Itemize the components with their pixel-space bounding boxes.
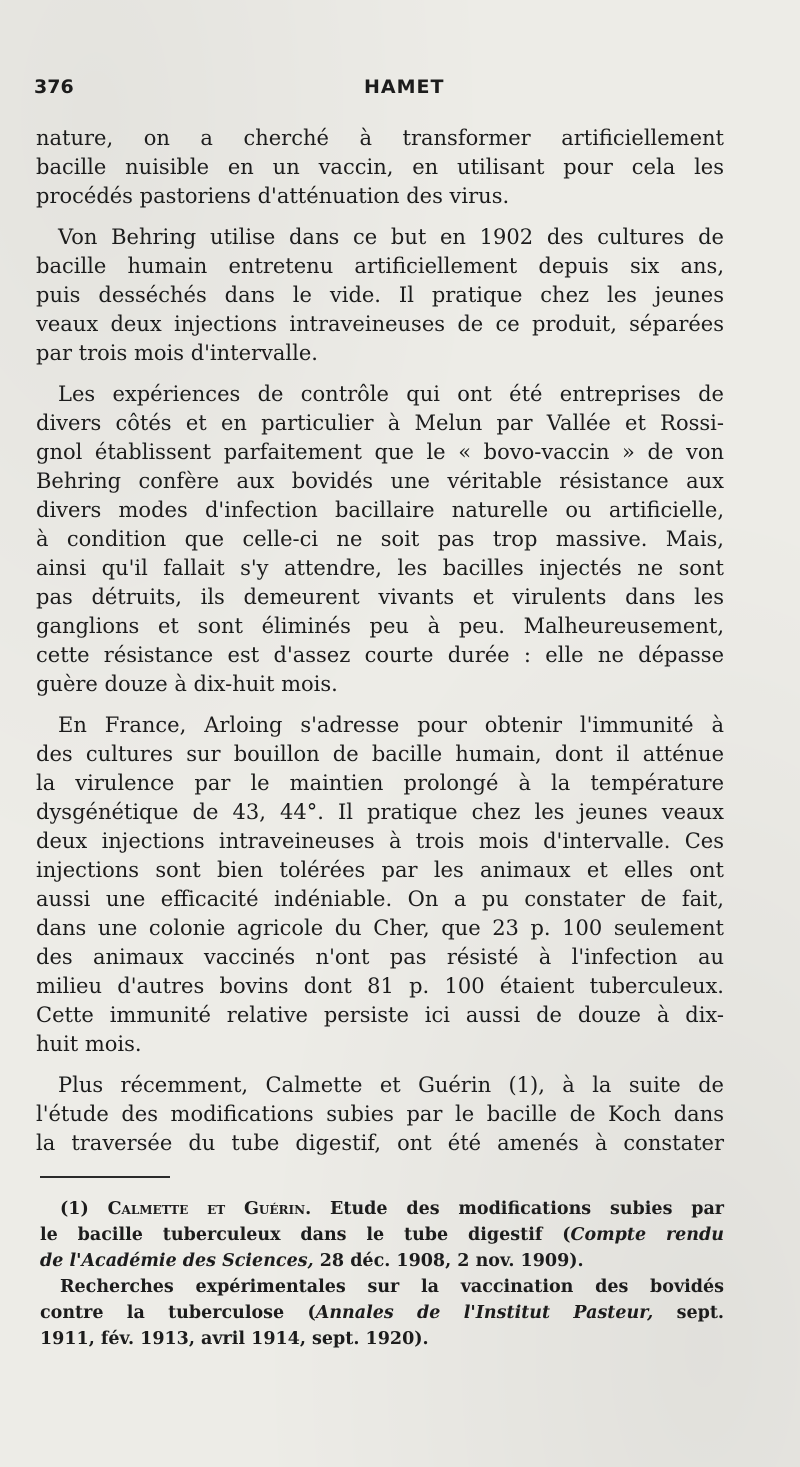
footnote-text: contre la tuberculose ( (40, 1303, 316, 1323)
footnote-line (40, 1300, 724, 1326)
footnote-divider (40, 1176, 170, 1178)
page-header (34, 76, 766, 106)
paragraph-5 (36, 1071, 724, 1158)
footnote-marker: (1) (60, 1199, 89, 1219)
text-line: des cultures sur bouillon de bacille humain, dont il atténue (36, 742, 724, 766)
text-line: guère douze à dix-huit mois. (36, 672, 338, 696)
text-line: Behring confère aux bovidés une véritable résistance aux (36, 469, 724, 493)
text-line: pas détruits, ils demeurent vivants et virulents dans les (36, 585, 724, 609)
footnote-source-title: Annales de l'Institut Pasteur, (315, 1303, 654, 1323)
text-line: ainsi qu'il fallait s'y attendre, les bacilles injectés ne sont (36, 556, 724, 580)
footnote-line (40, 1222, 724, 1248)
footnote-text: 28 déc. 1908, 2 nov. 1909). (319, 1251, 584, 1271)
text-line: ganglions et sont éliminés peu à peu. Malheureusement, (36, 614, 724, 638)
text-line: deux injections intraveineuses à trois mois d'intervalle. Ces (36, 829, 724, 853)
text-line: la virulence par le maintien prolongé à la température (36, 771, 724, 795)
footnote-text: sept. (676, 1303, 724, 1323)
text-line: procédés pastoriens d'atténuation des virus. (36, 184, 510, 208)
footnote-authors: Calmette et Guérin. (107, 1199, 312, 1219)
text-line: gnol établissent parfaitement que le « bovo-vaccin » de von (36, 440, 724, 464)
paragraph-3 (36, 380, 724, 699)
text-line: Plus récemment, Calmette et Guérin (1), à la suite de (58, 1073, 724, 1097)
footnote-line (40, 1196, 724, 1222)
running-head: HAMET (364, 76, 445, 98)
text-line: En France, Arloing s'adresse pour obtenir l'immunité à (58, 713, 724, 737)
text-line: aussi une efficacité indéniable. On a pu constater de fait, (36, 887, 724, 911)
text-line: puis desséchés dans le vide. Il pratique chez les jeunes (36, 283, 724, 307)
footnote-line: Recherches expérimentales sur la vaccination des bovidés (60, 1277, 724, 1297)
paragraph-4 (36, 711, 724, 1059)
text-line: Von Behring utilise dans ce but en 1902 des cultures de (58, 225, 724, 249)
text-line: cette résistance est d'assez courte durée : elle ne dépasse (36, 643, 724, 667)
page-number: 376 (34, 76, 74, 98)
paragraph-1 (36, 124, 724, 211)
text-line: injections sont bien tolérées par les animaux et elles ont (36, 858, 724, 882)
text-line: l'étude des modifications subies par le bacille de Koch dans (36, 1102, 724, 1126)
paragraph-2 (36, 223, 724, 368)
text-line: des animaux vaccinés n'ont pas résisté à l'infection au (36, 945, 724, 969)
footnote-source-title: de l'Académie des Sciences, (40, 1251, 314, 1271)
footnote-2 (40, 1274, 724, 1352)
body-text (36, 124, 724, 1170)
text-line: huit mois. (36, 1032, 142, 1056)
text-line: veaux deux injections intraveineuses de ce produit, séparées (36, 312, 724, 336)
footnote-text: le bacille tuberculeux dans le tube digestif ( (40, 1225, 571, 1245)
text-line: à condition que celle-ci ne soit pas trop massive. Mais, (36, 527, 724, 551)
text-line: divers modes d'infection bacillaire naturelle ou artificielle, (36, 498, 724, 522)
footnote-line (40, 1248, 724, 1274)
text-line: bacille nuisible en un vaccin, en utilisant pour cela les (36, 155, 724, 179)
text-line: nature, on a cherché à transformer artificiellement (36, 126, 724, 150)
text-line: divers côtés et en particulier à Melun par Vallée et Rossi- (36, 411, 724, 435)
text-line: milieu d'autres bovins dont 81 p. 100 étaient tuberculeux. (36, 974, 724, 998)
footnote-text: Etude des modifications subies par (330, 1199, 725, 1219)
footnote-source-title: Compte rendu (570, 1225, 724, 1245)
text-line: dans une colonie agricole du Cher, que 23 p. 100 seulement (36, 916, 724, 940)
text-line: dysgénétique de 43, 44°. Il pratique chez les jeunes veaux (36, 800, 724, 824)
footnote-1 (40, 1196, 724, 1274)
footnote-line: 1911, fév. 1913, avril 1914, sept. 1920). (40, 1329, 429, 1349)
text-line: la traversée du tube digestif, ont été amenés à constater (36, 1131, 724, 1155)
footnotes (40, 1196, 724, 1352)
text-line: par trois mois d'intervalle. (36, 341, 318, 365)
text-line: bacille humain entretenu artificiellement depuis six ans, (36, 254, 724, 278)
text-line: Cette immunité relative persiste ici aussi de douze à dix- (36, 1003, 724, 1027)
text-line: Les expériences de contrôle qui ont été entreprises de (58, 382, 724, 406)
